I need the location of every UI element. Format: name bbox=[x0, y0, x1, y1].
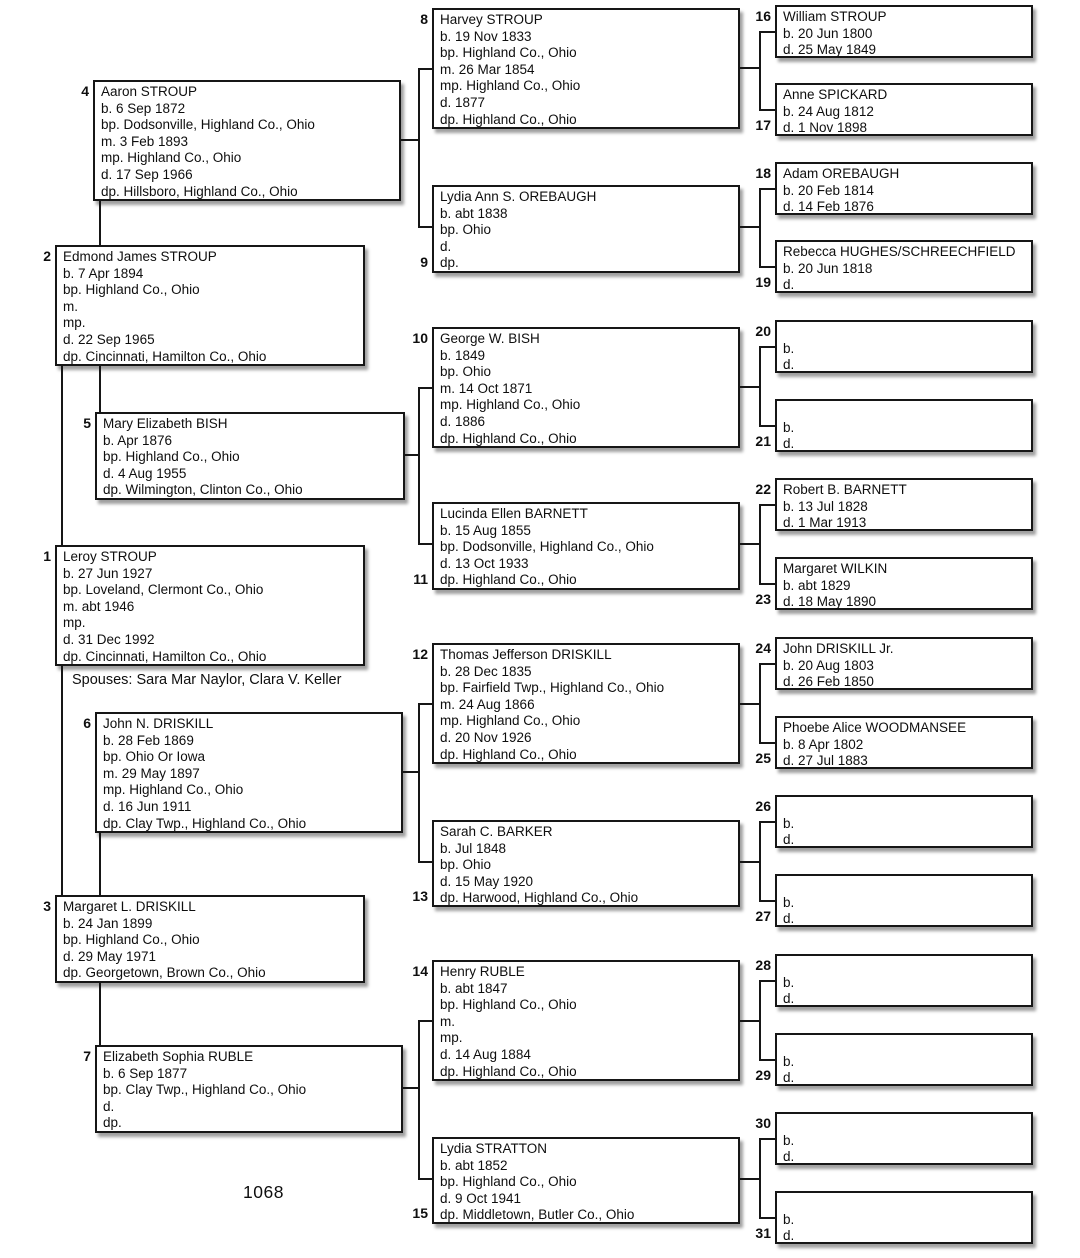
person-box-16 bbox=[755, 5, 1033, 58]
marriageplace-line: mp. bbox=[63, 315, 86, 331]
person-number: 8 bbox=[420, 11, 428, 27]
birth-line: b. 20 Aug 1803 bbox=[783, 657, 874, 673]
person-number: 24 bbox=[755, 640, 771, 656]
death-line: d. bbox=[783, 1228, 795, 1244]
deathplace-line: dp. Highland Co., Ohio bbox=[440, 572, 577, 588]
person-number: 3 bbox=[43, 898, 51, 914]
birth-line: b. bbox=[783, 894, 795, 910]
connector bbox=[759, 821, 761, 902]
person-number: 22 bbox=[755, 481, 771, 497]
birth-line: b. 15 Aug 1855 bbox=[440, 522, 531, 538]
connector bbox=[759, 583, 775, 585]
death-line: d. 26 Feb 1850 bbox=[783, 674, 874, 690]
person-box-15 bbox=[412, 1137, 740, 1224]
person-name: Leroy STROUP bbox=[63, 549, 157, 564]
marriageplace-line: mp. bbox=[63, 615, 86, 631]
marriage-line: m. 26 Mar 1854 bbox=[440, 61, 535, 77]
birth-line: b. 28 Dec 1835 bbox=[440, 663, 532, 679]
connector bbox=[759, 425, 775, 427]
person-box-11 bbox=[413, 502, 740, 590]
birth-line: b. bbox=[783, 974, 795, 990]
birth-line: b. Jul 1848 bbox=[440, 840, 507, 856]
deathplace-line: dp. bbox=[103, 1115, 122, 1131]
connector bbox=[759, 663, 775, 665]
person-box-24 bbox=[755, 637, 1033, 690]
connector bbox=[759, 742, 775, 744]
death-line: d. bbox=[783, 991, 795, 1007]
deathplace-line: dp. Highland Co., Ohio bbox=[440, 111, 577, 127]
connector bbox=[418, 703, 420, 863]
person-box-22 bbox=[755, 478, 1033, 531]
person-number: 23 bbox=[755, 591, 771, 607]
birth-line: b. 8 Apr 1802 bbox=[783, 736, 864, 752]
person-name bbox=[783, 878, 1027, 895]
person-box-4 bbox=[81, 80, 401, 201]
death-line: d. bbox=[783, 911, 795, 927]
person-box-29 bbox=[755, 1033, 1033, 1086]
connector bbox=[759, 188, 761, 268]
person-box-14 bbox=[412, 960, 740, 1081]
person-number: 6 bbox=[83, 715, 91, 731]
connector bbox=[759, 900, 775, 902]
death-line: d. bbox=[783, 1149, 795, 1165]
connector bbox=[759, 504, 775, 506]
connector bbox=[759, 266, 775, 268]
birth-line: b. 7 Apr 1894 bbox=[63, 265, 144, 281]
person-number: 2 bbox=[43, 248, 51, 264]
deathplace-line: dp. Cincinnati, Hamilton Co., Ohio bbox=[63, 648, 267, 664]
person-number: 28 bbox=[755, 957, 771, 973]
person-box-1 bbox=[43, 545, 365, 666]
person-box-20 bbox=[755, 320, 1033, 373]
birthplace-line: bp. Ohio Or Iowa bbox=[103, 749, 206, 765]
birthplace-line: bp. Highland Co., Ohio bbox=[440, 1174, 577, 1190]
connector bbox=[401, 139, 418, 141]
connector bbox=[418, 703, 432, 705]
birthplace-line: bp. Highland Co., Ohio bbox=[103, 449, 240, 465]
person-box-6 bbox=[83, 712, 403, 833]
person-name: Elizabeth Sophia RUBLE bbox=[103, 1049, 254, 1064]
person-name bbox=[783, 1037, 1027, 1054]
person-name: William STROUP bbox=[783, 9, 887, 24]
connector bbox=[418, 68, 420, 228]
death-line: d. bbox=[783, 436, 795, 452]
connector bbox=[418, 1178, 432, 1180]
deathplace-line: dp. Highland Co., Ohio bbox=[440, 1063, 577, 1079]
connector bbox=[759, 1138, 775, 1140]
death-line: d. bbox=[783, 1070, 795, 1086]
person-number: 18 bbox=[755, 165, 771, 181]
death-line: d. 14 Feb 1876 bbox=[783, 199, 874, 215]
birth-line: b. 20 Feb 1814 bbox=[783, 182, 874, 198]
connector bbox=[418, 387, 420, 545]
deathplace-line: dp. Clay Twp., Highland Co., Ohio bbox=[103, 815, 307, 831]
death-line: d. 13 Oct 1933 bbox=[440, 555, 529, 571]
person-number: 1 bbox=[43, 548, 51, 564]
connector bbox=[740, 1178, 759, 1180]
person-name: Edmond James STROUP bbox=[63, 249, 217, 264]
birth-line: b. 27 Jun 1927 bbox=[63, 565, 153, 581]
birth-line: b. bbox=[783, 1211, 795, 1227]
death-line: d. 29 May 1971 bbox=[63, 948, 157, 964]
connector bbox=[759, 821, 775, 823]
birth-line: b. bbox=[783, 815, 795, 831]
connector bbox=[759, 504, 761, 585]
connector bbox=[759, 188, 775, 190]
person-box-21 bbox=[755, 399, 1033, 452]
connector bbox=[99, 983, 101, 1045]
person-number: 5 bbox=[83, 415, 91, 431]
birthplace-line: bp. Clay Twp., Highland Co., Ohio bbox=[103, 1082, 307, 1098]
person-number: 4 bbox=[81, 83, 89, 99]
birthplace-line: bp. Fairfield Twp., Highland Co., Ohio bbox=[440, 680, 665, 696]
connector bbox=[759, 1059, 775, 1061]
death-line: d. 27 Jul 1883 bbox=[783, 753, 868, 769]
birth-line: b. 6 Sep 1877 bbox=[103, 1065, 188, 1081]
person-name: Lydia Ann S. OREBAUGH bbox=[440, 189, 597, 204]
birthplace-line: bp. Ohio bbox=[440, 857, 492, 873]
connector bbox=[99, 833, 101, 895]
connector bbox=[99, 201, 101, 245]
marriage-line: m. 3 Feb 1893 bbox=[101, 133, 189, 149]
death-line: d. bbox=[440, 238, 452, 254]
marriage-line: m. 14 Oct 1871 bbox=[440, 380, 533, 396]
connector bbox=[759, 346, 775, 348]
person-box-17 bbox=[755, 83, 1033, 136]
death-line: d. 14 Aug 1884 bbox=[440, 1046, 531, 1062]
birth-line: b. abt 1847 bbox=[440, 980, 508, 996]
person-box-7 bbox=[83, 1045, 403, 1133]
connector bbox=[418, 68, 432, 70]
person-number: 27 bbox=[755, 908, 771, 924]
connector bbox=[759, 31, 761, 111]
person-number: 19 bbox=[755, 274, 771, 290]
person-name: Harvey STROUP bbox=[440, 12, 543, 27]
connector bbox=[61, 666, 63, 895]
death-line: d. 15 May 1920 bbox=[440, 873, 534, 889]
page-number: 1068 bbox=[243, 1182, 284, 1202]
connector bbox=[418, 1020, 432, 1022]
person-name: Anne SPICKARD bbox=[783, 87, 888, 102]
person-number: 15 bbox=[412, 1205, 428, 1221]
birthplace-line: bp. Dodsonville, Highland Co., Ohio bbox=[440, 539, 654, 555]
birth-line: b. 20 Jun 1800 bbox=[783, 25, 873, 41]
person-name: Robert B. BARNETT bbox=[783, 482, 907, 497]
person-name bbox=[783, 403, 1027, 420]
person-name: Phoebe Alice WOODMANSEE bbox=[783, 720, 967, 735]
death-line: d. 1886 bbox=[440, 413, 486, 429]
connector bbox=[740, 67, 759, 69]
birthplace-line: bp. Ohio bbox=[440, 222, 492, 238]
marriage-line: m. abt 1946 bbox=[63, 598, 135, 614]
death-line: d. 31 Dec 1992 bbox=[63, 631, 155, 647]
connector bbox=[418, 226, 432, 228]
death-line: d. 1 Mar 1913 bbox=[783, 515, 867, 531]
connector bbox=[405, 454, 418, 456]
birth-line: b. abt 1852 bbox=[440, 1157, 508, 1173]
person-name bbox=[783, 1116, 1027, 1133]
person-number: 12 bbox=[412, 646, 428, 662]
birth-line: b. bbox=[783, 1132, 795, 1148]
death-line: d. bbox=[783, 277, 795, 293]
connector bbox=[759, 1217, 775, 1219]
birth-line: b. 24 Jan 1899 bbox=[63, 915, 153, 931]
person-name: Margaret WILKIN bbox=[783, 561, 888, 576]
person-number: 11 bbox=[413, 571, 428, 587]
connector bbox=[418, 861, 432, 863]
deathplace-line: dp. Georgetown, Brown Co., Ohio bbox=[63, 965, 266, 981]
birthplace-line: bp. Highland Co., Ohio bbox=[440, 997, 577, 1013]
death-line: d. 25 May 1849 bbox=[783, 42, 877, 58]
death-line: d. 20 Nov 1926 bbox=[440, 729, 532, 745]
person-name: John N. DRISKILL bbox=[103, 716, 214, 731]
person-number: 13 bbox=[412, 888, 428, 904]
connector bbox=[61, 366, 63, 545]
person-box-18 bbox=[755, 162, 1033, 215]
person-box-9 bbox=[420, 185, 740, 273]
connector bbox=[759, 31, 775, 33]
person-box-2 bbox=[43, 245, 365, 366]
deathplace-line: dp. Wilmington, Clinton Co., Ohio bbox=[103, 482, 303, 498]
deathplace-line: dp. Hillsboro, Highland Co., Ohio bbox=[101, 183, 298, 199]
person-box-23 bbox=[755, 557, 1033, 610]
person-number: 10 bbox=[412, 330, 428, 346]
birthplace-line: bp. Loveland, Clermont Co., Ohio bbox=[63, 582, 264, 598]
person-number: 20 bbox=[755, 323, 771, 339]
connector bbox=[759, 980, 775, 982]
death-line: d. 1877 bbox=[440, 94, 486, 110]
connector bbox=[403, 1087, 418, 1089]
marriageplace-line: mp. Highland Co., Ohio bbox=[101, 150, 242, 166]
birthplace-line: bp. Highland Co., Ohio bbox=[63, 282, 200, 298]
person-name: Lydia STRATTON bbox=[440, 1141, 548, 1156]
person-box-26 bbox=[755, 795, 1033, 848]
person-number: 9 bbox=[420, 254, 428, 270]
person-box-19 bbox=[755, 240, 1033, 293]
death-line: d. bbox=[783, 357, 795, 373]
spouses-note: Spouses: Sara Mar Naylor, Clara V. Keller bbox=[72, 672, 342, 688]
connector bbox=[418, 1020, 420, 1180]
birth-line: b. bbox=[783, 1053, 795, 1069]
death-line: d. 9 Oct 1941 bbox=[440, 1190, 522, 1206]
death-line: d. 4 Aug 1955 bbox=[103, 465, 187, 481]
deathplace-line: dp. Highland Co., Ohio bbox=[440, 430, 577, 446]
person-name: John DRISKILL Jr. bbox=[783, 641, 894, 656]
deathplace-line: dp. Middletown, Butler Co., Ohio bbox=[440, 1207, 635, 1223]
birth-line: b. bbox=[783, 419, 795, 435]
person-box-13 bbox=[412, 820, 740, 907]
birthplace-line: bp. Ohio bbox=[440, 364, 492, 380]
death-line: d. 22 Sep 1965 bbox=[63, 331, 155, 347]
person-name: Margaret L. DRISKILL bbox=[63, 899, 196, 914]
person-name: Aaron STROUP bbox=[101, 84, 198, 99]
marriageplace-line: mp. Highland Co., Ohio bbox=[440, 78, 581, 94]
birth-line: b. 24 Aug 1812 bbox=[783, 103, 874, 119]
person-name: Sarah C. BARKER bbox=[440, 824, 553, 839]
person-number: 30 bbox=[755, 1115, 771, 1131]
person-number: 17 bbox=[755, 117, 771, 133]
birth-line: b. bbox=[783, 340, 795, 356]
death-line: d. 18 May 1890 bbox=[783, 594, 877, 610]
connector bbox=[418, 387, 432, 389]
person-name: Thomas Jefferson DRISKILL bbox=[440, 647, 612, 662]
birth-line: b. 13 Jul 1828 bbox=[783, 498, 868, 514]
person-box-31 bbox=[755, 1191, 1033, 1244]
deathplace-line: dp. bbox=[440, 255, 459, 271]
birth-line: b. Apr 1876 bbox=[103, 432, 173, 448]
deathplace-line: dp. Harwood, Highland Co., Ohio bbox=[440, 890, 639, 906]
person-number: 21 bbox=[755, 433, 771, 449]
death-line: d. 16 Jun 1911 bbox=[103, 798, 192, 814]
birthplace-line: bp. Highland Co., Ohio bbox=[440, 45, 577, 61]
marriageplace-line: mp. Highland Co., Ohio bbox=[103, 782, 244, 798]
person-name bbox=[783, 1195, 1027, 1212]
person-box-5 bbox=[83, 412, 405, 500]
person-box-30 bbox=[755, 1112, 1033, 1165]
person-number: 14 bbox=[412, 963, 428, 979]
person-box-8 bbox=[420, 8, 740, 129]
person-name bbox=[783, 324, 1027, 341]
marriage-line: m. bbox=[63, 298, 78, 314]
connector bbox=[740, 1020, 759, 1022]
marriage-line: m. 29 May 1897 bbox=[103, 765, 200, 781]
person-number: 29 bbox=[755, 1067, 771, 1083]
marriageplace-line: mp. Highland Co., Ohio bbox=[440, 713, 581, 729]
birth-line: b. 19 Nov 1833 bbox=[440, 28, 532, 44]
person-box-28 bbox=[755, 954, 1033, 1007]
death-line: d. 17 Sep 1966 bbox=[101, 166, 193, 182]
marriageplace-line: mp. Highland Co., Ohio bbox=[440, 397, 581, 413]
connector bbox=[740, 386, 759, 388]
connector bbox=[418, 543, 432, 545]
person-number: 31 bbox=[755, 1225, 771, 1241]
marriageplace-line: mp. bbox=[440, 1030, 463, 1046]
connector bbox=[759, 346, 761, 427]
marriage-line: m. 24 Aug 1866 bbox=[440, 696, 535, 712]
connector bbox=[740, 861, 759, 863]
deathplace-line: dp. Highland Co., Ohio bbox=[440, 746, 577, 762]
person-box-25 bbox=[755, 716, 1033, 769]
death-line: d. bbox=[103, 1098, 115, 1114]
birthplace-line: bp. Highland Co., Ohio bbox=[63, 932, 200, 948]
birth-line: b. 28 Feb 1869 bbox=[103, 732, 194, 748]
person-box-27 bbox=[755, 874, 1033, 927]
person-number: 25 bbox=[755, 750, 771, 766]
person-name: Rebecca HUGHES/SCHREECHFIELD bbox=[783, 244, 1016, 259]
birth-line: b. abt 1838 bbox=[440, 205, 508, 221]
person-number: 7 bbox=[83, 1048, 91, 1064]
person-name: Adam OREBAUGH bbox=[783, 166, 900, 181]
birth-line: b. 6 Sep 1872 bbox=[101, 100, 186, 116]
person-name: Mary Elizabeth BISH bbox=[103, 416, 228, 431]
birth-line: b. abt 1829 bbox=[783, 577, 851, 593]
person-box-10 bbox=[412, 327, 740, 448]
connector bbox=[759, 980, 761, 1061]
connector bbox=[99, 366, 101, 412]
birthplace-line: bp. Dodsonville, Highland Co., Ohio bbox=[101, 117, 315, 133]
connector bbox=[759, 663, 761, 744]
birth-line: b. 20 Jun 1818 bbox=[783, 260, 873, 276]
person-name: Henry RUBLE bbox=[440, 964, 525, 979]
connector bbox=[740, 226, 759, 228]
connector bbox=[759, 1138, 761, 1219]
connector bbox=[403, 771, 418, 773]
connector bbox=[740, 703, 759, 705]
deathplace-line: dp. Cincinnati, Hamilton Co., Ohio bbox=[63, 348, 267, 364]
death-line: d. bbox=[783, 832, 795, 848]
person-number: 26 bbox=[755, 798, 771, 814]
person-number: 16 bbox=[755, 8, 771, 24]
person-box-3 bbox=[43, 895, 365, 983]
connector bbox=[740, 543, 759, 545]
person-name: George W. BISH bbox=[440, 331, 540, 346]
birth-line: b. 1849 bbox=[440, 347, 486, 363]
person-name bbox=[783, 799, 1027, 816]
marriage-line: m. bbox=[440, 1013, 455, 1029]
death-line: d. 1 Nov 1898 bbox=[783, 120, 868, 136]
connector bbox=[759, 109, 775, 111]
person-name: Lucinda Ellen BARNETT bbox=[440, 506, 588, 521]
person-name bbox=[783, 958, 1027, 975]
person-box-12 bbox=[412, 643, 740, 764]
